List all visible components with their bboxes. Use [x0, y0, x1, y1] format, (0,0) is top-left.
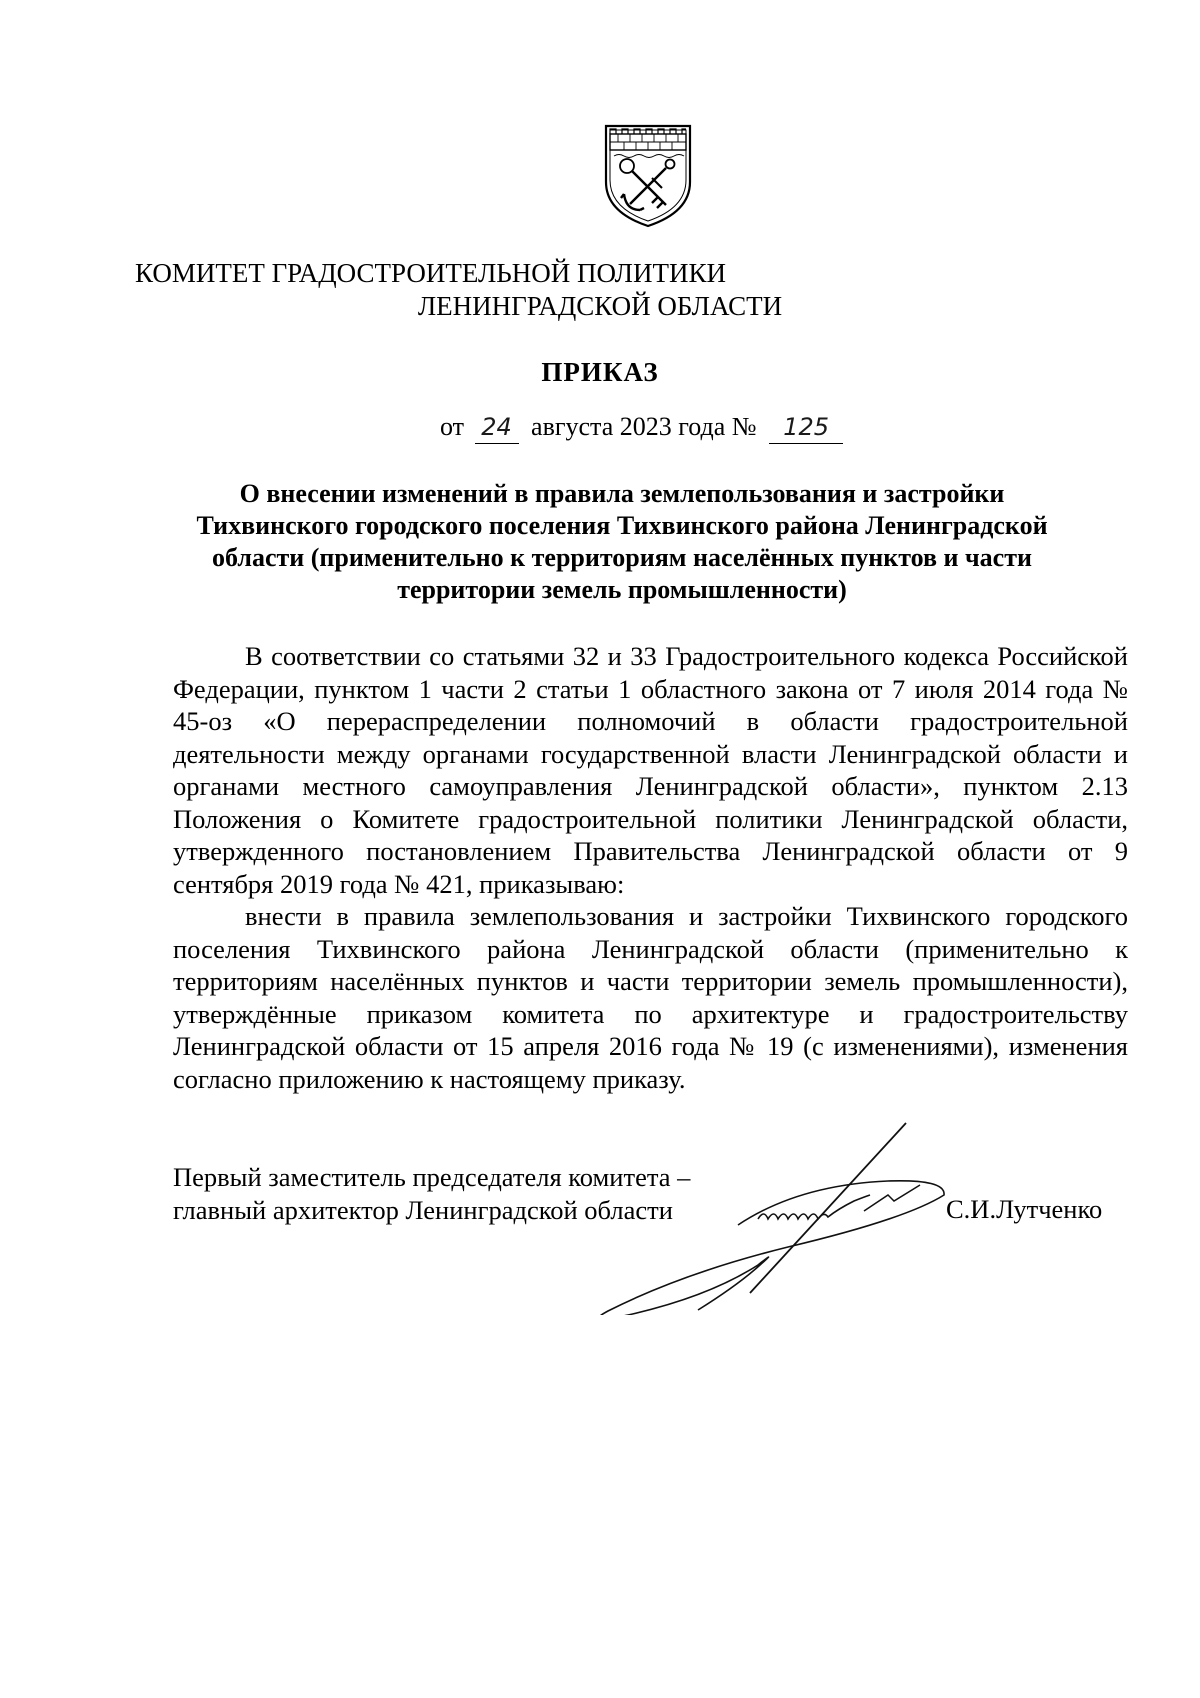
handwritten-signature	[588, 1115, 968, 1315]
date-day-handwritten: 24	[475, 413, 519, 444]
date-month-year: августа 2023 года №	[531, 412, 757, 441]
date-number-line	[440, 412, 843, 444]
signatory-position-line2: главный архитектор Ленинградской области	[173, 1194, 673, 1225]
coat-of-arms-icon	[600, 120, 696, 230]
signatory-name: С.И.Лутченко	[946, 1194, 1103, 1224]
date-prefix: от	[440, 412, 465, 441]
organization-name-line1: КОМИТЕТ ГРАДОСТРОИТЕЛЬНОЙ ПОЛИТИКИ	[135, 258, 726, 288]
order-title: О внесении изменений в правила землепользования и застройки Тихвинского городского поселения Тихвинского района Ленинградской области (применительно к территориям населённых пунктов и части территории земель промышленности)	[196, 479, 1048, 604]
body-paragraph-order: внести в правила землепользования и застройки Тихвинского городского поселения Тихвинского района Ленинградской области (применительно к территориям населённых пунктов и части территории земель промышленности), утверждённые приказом комитета по архитектуре и градостроительству Ленинградской области от 15 апреля 2016 года № 19 (с изменениями), изменения согласно приложению к настоящему приказу.	[173, 901, 1128, 1094]
order-number-handwritten: 125	[769, 413, 843, 444]
body-paragraph-preamble: В соответствии со статьями 32 и 33 Градостроительного кодекса Российской Федерации, пунктом 1 части 2 статьи 1 областного закона от 7 июля 2014 года № 45-оз «О перераспределении полномочий в области градостроительной деятельности между органами государственной власти Ленинградской области и органами местного самоуправления Ленинградской области», пунктом 2.13 Положения о Комитете градостроительной политики Ленинградской области, утвержденного постановлением Правительства Ленинградской области от 9 сентября 2019 года № 421, приказываю:	[173, 641, 1128, 899]
signatory-position-line1: Первый заместитель председателя комитета –	[173, 1162, 691, 1192]
document-type-heading: ПРИКАЗ	[541, 357, 659, 387]
organization-name-line2: ЛЕНИНГРАДСКОЙ ОБЛАСТИ	[417, 291, 783, 321]
